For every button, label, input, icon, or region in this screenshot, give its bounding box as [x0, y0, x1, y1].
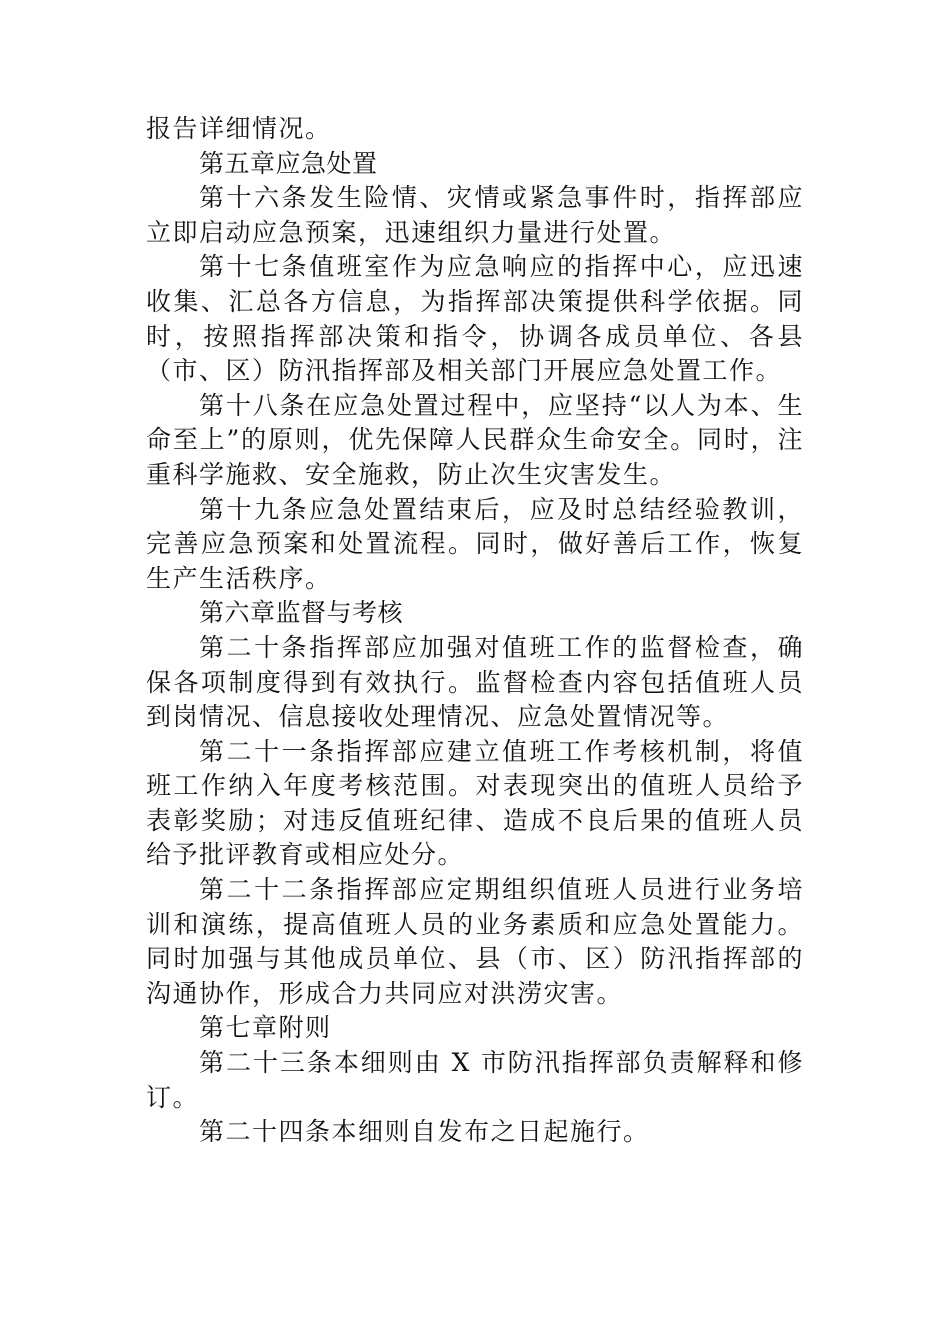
article-23: 第二十三条本细则由 X 市防汛指挥部负责解释和修订。 [146, 1048, 804, 1112]
article-24: 第二十四条本细则自发布之日起施行。 [199, 1117, 650, 1147]
article-22: 第二十二条指挥部应定期组织值班人员进行业务培训和演练，提高值班人员的业务素质和应急处置能力。同时加强与其他成员单位、县（市、区）防汛指挥部的沟通协作，形成合力共同应对洪涝灾害。 [146, 875, 804, 1008]
article-16: 第十六条发生险情、灾情或紧急事件时，指挥部应立即启动应急预案，迅速组织力量进行处置。 [146, 183, 804, 247]
article-18: 第十八条在应急处置过程中，应坚持“以人为本、生命至上”的原则，优先保障人民群众生命安全。同时，注重科学施救、安全施救，防止次生灾害发生。 [146, 390, 804, 489]
document-body [146, 112, 804, 1150]
chapter-7-heading: 第七章附则 [199, 1013, 332, 1043]
article-20: 第二十条指挥部应加强对值班工作的监督检查，确保各项制度得到有效执行。监督检查内容包括值班人员到岗情况、信息接收处理情况、应急处置情况等。 [146, 632, 804, 732]
chapter-6-heading: 第六章监督与考核 [199, 598, 404, 628]
article-17: 第十七条值班室作为应急响应的指挥中心，应迅速收集、汇总各方信息，为指挥部决策提供科学依据。同时，按照指挥部决策和指令，协调各成员单位、各县（市、区）防汛指挥部及相关部门开展应急处置工作。 [146, 252, 804, 386]
paragraph-continuation: 报告详细情况。 [146, 114, 332, 143]
article-19: 第十九条应急处置结束后，应及时总结经验教训，完善应急预案和处置流程。同时，做好善后工作，恢复生产生活秩序。 [146, 494, 804, 593]
article-21: 第二十一条指挥部应建立值班工作考核机制，将值班工作纳入年度考核范围。对表现突出的值班人员给予表彰奖励；对违反值班纪律、造成不良后果的值班人员给予批评教育或相应处分。 [146, 736, 804, 870]
chapter-5-heading: 第五章应急处置 [199, 148, 378, 178]
